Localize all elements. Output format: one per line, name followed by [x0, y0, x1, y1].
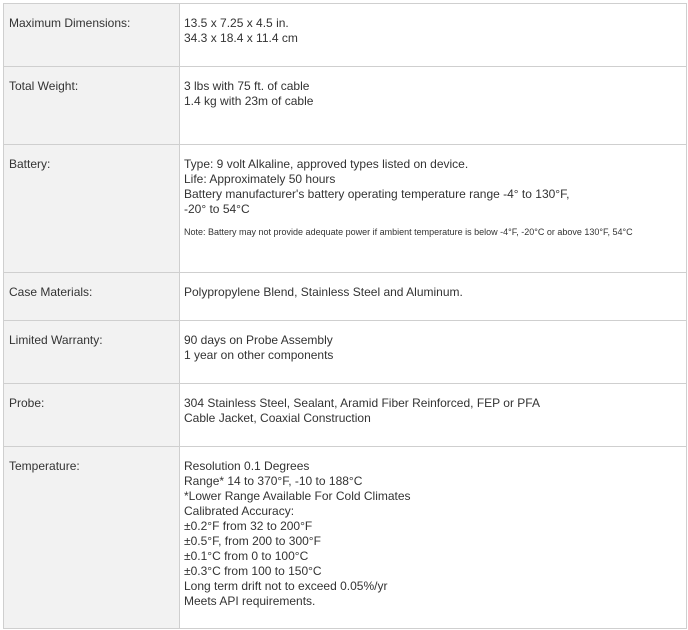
spec-line: -20° to 54°C	[184, 202, 250, 216]
spec-line: ±0.3°C from 100 to 150°C	[184, 564, 322, 578]
spec-row-battery	[4, 145, 687, 273]
battery-note: Note: Battery may not provide adequate power if ambient temperature is below -4°F, -20°C or above 130°F, 54°C	[184, 227, 633, 237]
spec-line: ±0.1°C from 0 to 100°C	[184, 549, 309, 563]
spec-row-warranty	[4, 321, 687, 384]
spec-line: Meets API requirements.	[184, 594, 316, 608]
spec-line: Polypropylene Blend, Stainless Steel and Aluminum.	[184, 285, 463, 299]
spec-line: 13.5 x 7.25 x 4.5 in.	[184, 16, 289, 30]
spec-value	[180, 145, 687, 273]
spec-row-probe	[4, 384, 687, 447]
spec-row-temperature	[4, 447, 687, 629]
spec-line: 304 Stainless Steel, Sealant, Aramid Fiber Reinforced, FEP or PFA	[184, 396, 540, 410]
spec-line: Resolution 0.1 Degrees	[184, 459, 310, 473]
spec-value	[180, 447, 687, 629]
spec-line: 1 year on other components	[184, 348, 334, 362]
spec-row-case-materials	[4, 273, 687, 321]
spec-line: ±0.5°F, from 200 to 300°F	[184, 534, 321, 548]
spec-line: Battery manufacturer's battery operating temperature range -4° to 130°F,	[184, 187, 570, 201]
spec-label: Battery:	[4, 145, 180, 273]
spec-row-weight	[4, 67, 687, 145]
spec-label: Temperature:	[4, 447, 180, 629]
spec-value	[180, 273, 687, 321]
spec-label: Maximum Dimensions:	[4, 4, 180, 67]
spec-line: Cable Jacket, Coaxial Construction	[184, 411, 371, 425]
specifications-table	[3, 3, 687, 629]
spec-line: 34.3 x 18.4 x 11.4 cm	[184, 31, 298, 45]
spec-line: 3 lbs with 75 ft. of cable	[184, 79, 310, 93]
spec-line: Long term drift not to exceed 0.05%/yr	[184, 579, 388, 593]
spec-line: Type: 9 volt Alkaline, approved types listed on device.	[184, 157, 469, 171]
spec-label: Case Materials:	[4, 273, 180, 321]
spec-label: Probe:	[4, 384, 180, 447]
spec-value	[180, 321, 687, 384]
spec-label: Limited Warranty:	[4, 321, 180, 384]
spec-row-dimensions	[4, 4, 687, 67]
spec-label: Total Weight:	[4, 67, 180, 145]
spec-value	[180, 4, 687, 67]
spec-line: 90 days on Probe Assembly	[184, 333, 333, 347]
spec-value	[180, 67, 687, 145]
spec-line: *Lower Range Available For Cold Climates	[184, 489, 411, 503]
spec-line: ±0.2°F from 32 to 200°F	[184, 519, 313, 533]
spec-line: Life: Approximately 50 hours	[184, 172, 336, 186]
spec-line: 1.4 kg with 23m of cable	[184, 94, 314, 108]
spec-value	[180, 384, 687, 447]
spec-line: Range* 14 to 370°F, -10 to 188°C	[184, 474, 363, 488]
spec-line: Calibrated Accuracy:	[184, 504, 295, 518]
